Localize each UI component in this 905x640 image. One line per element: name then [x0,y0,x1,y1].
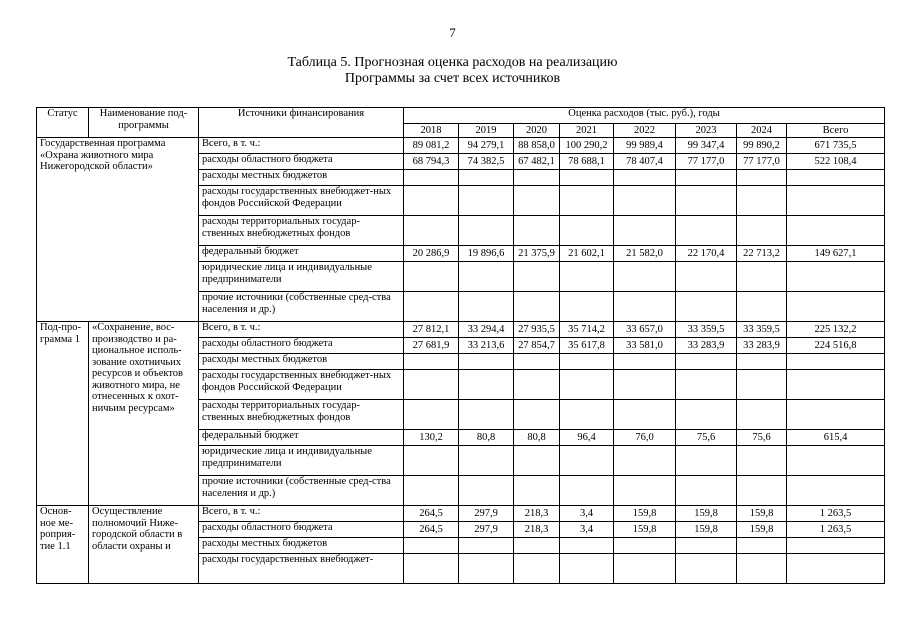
year-value-cell [404,400,459,430]
year-value-cell [459,538,514,554]
year-value-cell: 33 283,9 [676,338,737,354]
header-year: 2023 [676,124,737,138]
total-value-cell [787,292,885,322]
year-value-cell [676,292,737,322]
program-name-cell: Государственная программа «Охрана животного мира Нижегородской области» [37,138,199,322]
year-value-cell [676,554,737,584]
funding-source-cell: федеральный бюджет [199,430,404,446]
subprogram-name-cell: Осуществление полномочий Ниже-городской области в области охраны и [89,506,199,584]
year-value-cell [560,554,614,584]
year-value-cell: 78 407,4 [614,154,676,170]
year-value-cell [614,262,676,292]
year-value-cell: 76,0 [614,430,676,446]
year-value-cell [404,354,459,370]
year-value-cell: 100 290,2 [560,138,614,154]
year-value-cell: 297,9 [459,522,514,538]
year-value-cell [514,292,560,322]
year-value-cell [614,446,676,476]
year-value-cell [560,216,614,246]
year-value-cell [614,170,676,186]
year-value-cell: 21 375,9 [514,246,560,262]
header-year: 2018 [404,124,459,138]
year-value-cell [514,538,560,554]
table-row [37,322,885,338]
year-value-cell [676,262,737,292]
year-value-cell: 218,3 [514,522,560,538]
year-value-cell [514,354,560,370]
year-value-cell: 80,8 [459,430,514,446]
year-value-cell [676,370,737,400]
title-line-2: Программы за счет всех источников [344,71,561,86]
year-value-cell [614,292,676,322]
funding-source-cell: прочие источники (собственные сред-ства населения и др.) [199,476,404,506]
year-value-cell [404,262,459,292]
year-value-cell: 22 713,2 [737,246,787,262]
year-value-cell [676,476,737,506]
total-value-cell: 224 516,8 [787,338,885,354]
title-line-1: Таблица 5. Прогнозная оценка расходов на реализацию [287,55,618,70]
year-value-cell: 99 347,4 [676,138,737,154]
year-value-cell: 77 177,0 [737,154,787,170]
funding-source-cell: расходы областного бюджета [199,522,404,538]
year-value-cell [560,476,614,506]
year-value-cell [737,262,787,292]
header-total: Всего [787,124,885,138]
year-value-cell [737,400,787,430]
header-estimate: Оценка расходов (тыс. руб.), годы [404,108,885,124]
header-status: Статус [37,108,89,138]
total-value-cell [787,370,885,400]
year-value-cell [614,400,676,430]
year-value-cell [560,400,614,430]
year-value-cell [404,476,459,506]
funding-source-cell: расходы местных бюджетов [199,170,404,186]
year-value-cell: 33 294,4 [459,322,514,338]
header-row-1 [37,108,885,124]
funding-source-cell: юридические лица и индивидуальные предприниматели [199,262,404,292]
year-value-cell [404,216,459,246]
year-value-cell: 33 283,9 [737,338,787,354]
year-value-cell [404,370,459,400]
year-value-cell [560,446,614,476]
funding-source-cell: юридические лица и индивидуальные предприниматели [199,446,404,476]
year-value-cell [459,354,514,370]
year-value-cell [459,370,514,400]
year-value-cell: 264,5 [404,522,459,538]
year-value-cell: 20 286,9 [404,246,459,262]
year-value-cell: 99 890,2 [737,138,787,154]
year-value-cell [459,216,514,246]
year-value-cell: 27 854,7 [514,338,560,354]
year-value-cell [560,292,614,322]
status-cell: Под-про-грамма 1 [37,322,89,506]
year-value-cell [737,476,787,506]
total-value-cell [787,170,885,186]
total-value-cell: 225 132,2 [787,322,885,338]
year-value-cell [676,170,737,186]
year-value-cell [737,216,787,246]
year-value-cell [560,186,614,216]
year-value-cell [514,262,560,292]
year-value-cell: 75,6 [737,430,787,446]
year-value-cell: 33 657,0 [614,322,676,338]
year-value-cell [614,476,676,506]
year-value-cell [737,170,787,186]
year-value-cell [560,354,614,370]
total-value-cell: 671 735,5 [787,138,885,154]
year-value-cell [404,186,459,216]
year-value-cell [459,292,514,322]
year-value-cell: 94 279,1 [459,138,514,154]
header-year: 2024 [737,124,787,138]
year-value-cell: 80,8 [514,430,560,446]
year-value-cell [514,446,560,476]
year-value-cell: 3,4 [560,522,614,538]
funding-source-cell: расходы областного бюджета [199,154,404,170]
year-value-cell [404,292,459,322]
year-value-cell: 22 170,4 [676,246,737,262]
funding-source-cell: расходы местных бюджетов [199,354,404,370]
year-value-cell [459,262,514,292]
total-value-cell: 615,4 [787,430,885,446]
total-value-cell [787,262,885,292]
year-value-cell: 159,8 [614,522,676,538]
page-number: 7 [449,25,456,40]
year-value-cell [676,400,737,430]
year-value-cell: 3,4 [560,506,614,522]
year-value-cell: 67 482,1 [514,154,560,170]
year-value-cell: 264,5 [404,506,459,522]
year-value-cell: 159,8 [614,506,676,522]
year-value-cell: 130,2 [404,430,459,446]
year-value-cell: 218,3 [514,506,560,522]
year-value-cell [560,538,614,554]
header-year: 2022 [614,124,676,138]
year-value-cell [676,354,737,370]
year-value-cell: 33 359,5 [676,322,737,338]
year-value-cell: 96,4 [560,430,614,446]
subprogram-name-cell: «Сохранение, вос-производство и ра-циональное исполь-зование охотничьих ресурсов и объектов животного мира, не отнесенных к охот-ничьим ресурсам» [89,322,199,506]
total-value-cell: 1 263,5 [787,506,885,522]
year-value-cell: 78 688,1 [560,154,614,170]
funding-source-cell: Всего, в т. ч.: [199,138,404,154]
year-value-cell: 33 581,0 [614,338,676,354]
year-value-cell [614,554,676,584]
year-value-cell: 33 359,5 [737,322,787,338]
year-value-cell [560,170,614,186]
year-value-cell [459,170,514,186]
year-value-cell: 21 582,0 [614,246,676,262]
year-value-cell [514,370,560,400]
total-value-cell [787,186,885,216]
year-value-cell [676,216,737,246]
year-value-cell [459,554,514,584]
year-value-cell: 77 177,0 [676,154,737,170]
header-year: 2019 [459,124,514,138]
header-subprogram: Наименование под-программы [89,108,199,138]
year-value-cell: 297,9 [459,506,514,522]
year-value-cell [404,554,459,584]
year-value-cell: 68 794,3 [404,154,459,170]
funding-source-cell: расходы областного бюджета [199,338,404,354]
funding-source-cell: расходы государственных внебюджет-ных фондов Российской Федерации [199,186,404,216]
year-value-cell [676,446,737,476]
year-value-cell: 99 989,4 [614,138,676,154]
total-value-cell [787,476,885,506]
total-value-cell [787,538,885,554]
year-value-cell [560,370,614,400]
year-value-cell [614,216,676,246]
year-value-cell [614,370,676,400]
year-value-cell [514,554,560,584]
table-row [37,138,885,154]
year-value-cell: 19 896,6 [459,246,514,262]
year-value-cell [514,400,560,430]
funding-source-cell: расходы территориальных государ-ственных внебюджетных фондов [199,400,404,430]
year-value-cell [404,446,459,476]
year-value-cell [514,216,560,246]
year-value-cell: 159,8 [676,506,737,522]
funding-source-cell: федеральный бюджет [199,246,404,262]
year-value-cell [676,186,737,216]
header-year: 2021 [560,124,614,138]
funding-source-cell: расходы территориальных государ-ственных внебюджетных фондов [199,216,404,246]
year-value-cell [676,538,737,554]
year-value-cell [404,538,459,554]
year-value-cell [737,538,787,554]
year-value-cell: 27 681,9 [404,338,459,354]
header-sources: Источники финансирования [199,108,404,138]
header-year: 2020 [514,124,560,138]
year-value-cell [737,370,787,400]
table-row [37,506,885,522]
year-value-cell: 27 935,5 [514,322,560,338]
total-value-cell [787,554,885,584]
year-value-cell [737,354,787,370]
year-value-cell: 159,8 [737,522,787,538]
year-value-cell [514,186,560,216]
year-value-cell: 35 617,8 [560,338,614,354]
year-value-cell: 89 081,2 [404,138,459,154]
total-value-cell [787,446,885,476]
year-value-cell [737,292,787,322]
status-cell: Основ-ное ме-роприя-тие 1.1 [37,506,89,584]
year-value-cell: 159,8 [676,522,737,538]
year-value-cell [514,476,560,506]
table-title [0,55,905,87]
expenses-table [36,107,885,584]
year-value-cell: 75,6 [676,430,737,446]
year-value-cell [459,446,514,476]
total-value-cell: 1 263,5 [787,522,885,538]
year-value-cell [514,170,560,186]
year-value-cell [737,446,787,476]
year-value-cell [737,186,787,216]
total-value-cell: 149 627,1 [787,246,885,262]
year-value-cell [737,554,787,584]
funding-source-cell: Всего, в т. ч.: [199,506,404,522]
year-value-cell: 88 858,0 [514,138,560,154]
year-value-cell [404,170,459,186]
funding-source-cell: расходы государственных внебюджет-ных фондов Российской Федерации [199,370,404,400]
total-value-cell [787,400,885,430]
year-value-cell: 21 602,1 [560,246,614,262]
funding-source-cell: расходы государственных внебюджет- [199,554,404,584]
funding-source-cell: расходы местных бюджетов [199,538,404,554]
year-value-cell [560,262,614,292]
year-value-cell [459,186,514,216]
year-value-cell: 74 382,5 [459,154,514,170]
year-value-cell [614,354,676,370]
year-value-cell: 159,8 [737,506,787,522]
year-value-cell: 27 812,1 [404,322,459,338]
year-value-cell [459,476,514,506]
total-value-cell [787,354,885,370]
year-value-cell: 33 213,6 [459,338,514,354]
year-value-cell: 35 714,2 [560,322,614,338]
year-value-cell [459,400,514,430]
year-value-cell [614,538,676,554]
funding-source-cell: Всего, в т. ч.: [199,322,404,338]
year-value-cell [614,186,676,216]
total-value-cell: 522 108,4 [787,154,885,170]
total-value-cell [787,216,885,246]
funding-source-cell: прочие источники (собственные сред-ства населения и др.) [199,292,404,322]
